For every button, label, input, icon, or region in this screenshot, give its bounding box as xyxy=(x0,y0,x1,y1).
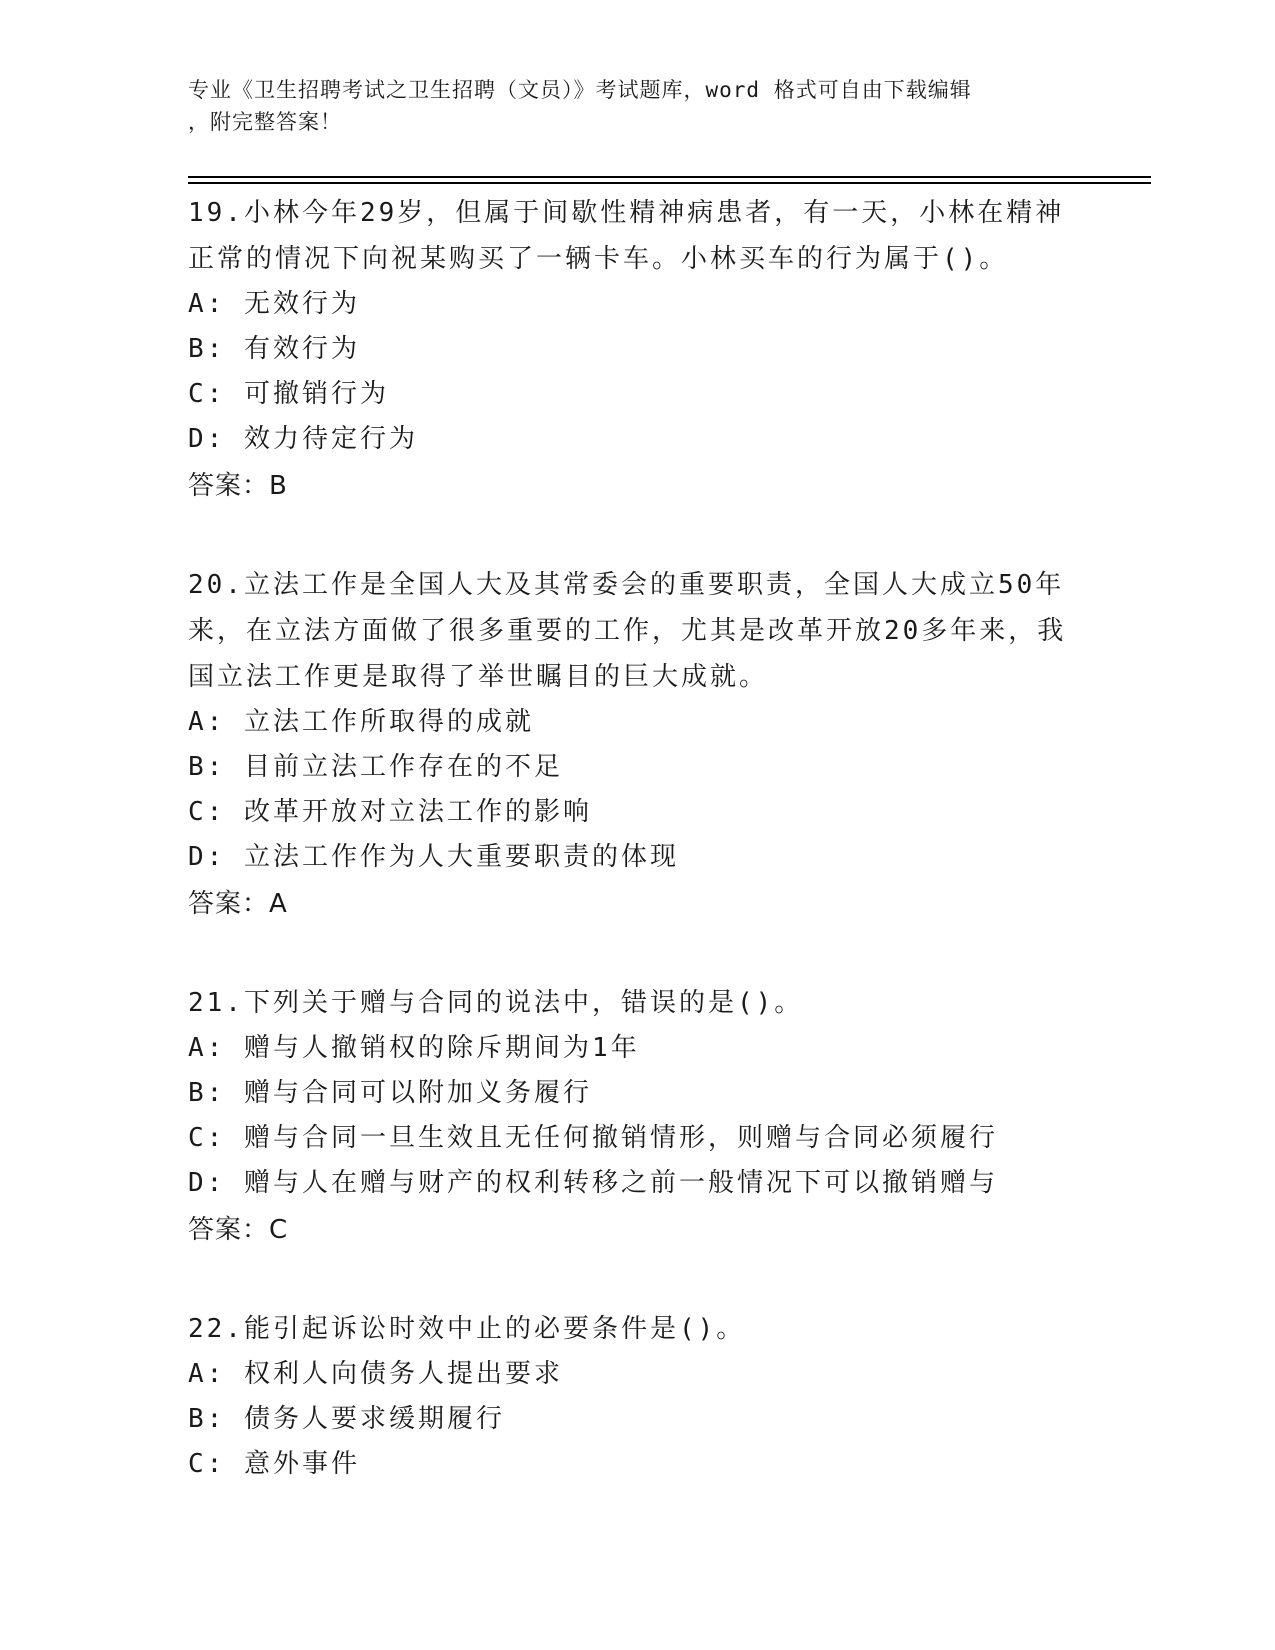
option-a: A: 权利人向债务人提出要求 xyxy=(188,1359,563,1389)
question-21 xyxy=(188,980,1088,1254)
option-a: A: 无效行为 xyxy=(188,289,360,319)
question-20 xyxy=(188,562,1088,928)
header-line-2: ，附完整答案！ xyxy=(188,110,342,134)
answer: 答案：B xyxy=(188,471,288,501)
option-d: D: 效力待定行为 xyxy=(188,424,418,454)
answer: 答案：A xyxy=(188,889,288,919)
header-line-1: 专业《卫生招聘考试之卫生招聘（文员）》考试题库，word 格式可自由下载编辑 xyxy=(188,78,972,102)
option-c: C: 改革开放对立法工作的影响 xyxy=(188,797,592,827)
option-d: D: 赠与人在赠与财产的权利转移之前一般情况下可以撤销赠与 xyxy=(188,1168,998,1198)
option-b: B: 有效行为 xyxy=(188,334,360,364)
document-header xyxy=(188,74,1068,138)
option-c: C: 意外事件 xyxy=(188,1449,360,1479)
header-divider-bottom xyxy=(188,182,1151,184)
option-a: A: 立法工作所取得的成就 xyxy=(188,707,534,737)
header-divider-top xyxy=(188,176,1151,178)
option-c: C: 赠与合同一旦生效且无任何撤销情形，则赠与合同必须履行 xyxy=(188,1123,998,1153)
option-c: C: 可撤销行为 xyxy=(188,379,389,409)
option-b: B: 债务人要求缓期履行 xyxy=(188,1404,505,1434)
question-text: 20.立法工作是全国人大及其常委会的重要职责，全国人大成立50年来，在立法方面做了很多重要的工作，尤其是改革开放20多年来，我国立法工作更是取得了举世瞩目的巨大成就。 xyxy=(188,570,1067,692)
question-text: 22.能引起诉讼时效中止的必要条件是()。 xyxy=(188,1314,746,1344)
option-b: B: 目前立法工作存在的不足 xyxy=(188,752,563,782)
question-list xyxy=(188,190,1088,1539)
option-d: D: 立法工作作为人大重要职责的体现 xyxy=(188,842,679,872)
question-22 xyxy=(188,1306,1088,1487)
option-b: B: 赠与合同可以附加义务履行 xyxy=(188,1078,592,1108)
option-a: A: 赠与人撤销权的除斥期间为1年 xyxy=(188,1033,640,1063)
question-text: 21.下列关于赠与合同的说法中，错误的是()。 xyxy=(188,988,804,1018)
question-19 xyxy=(188,190,1088,510)
question-text: 19.小林今年29岁，但属于间歇性精神病患者，有一天，小林在精神正常的情况下向祝某购买了一辆卡车。小林买车的行为属于()。 xyxy=(188,198,1065,274)
answer: 答案：C xyxy=(188,1215,289,1245)
